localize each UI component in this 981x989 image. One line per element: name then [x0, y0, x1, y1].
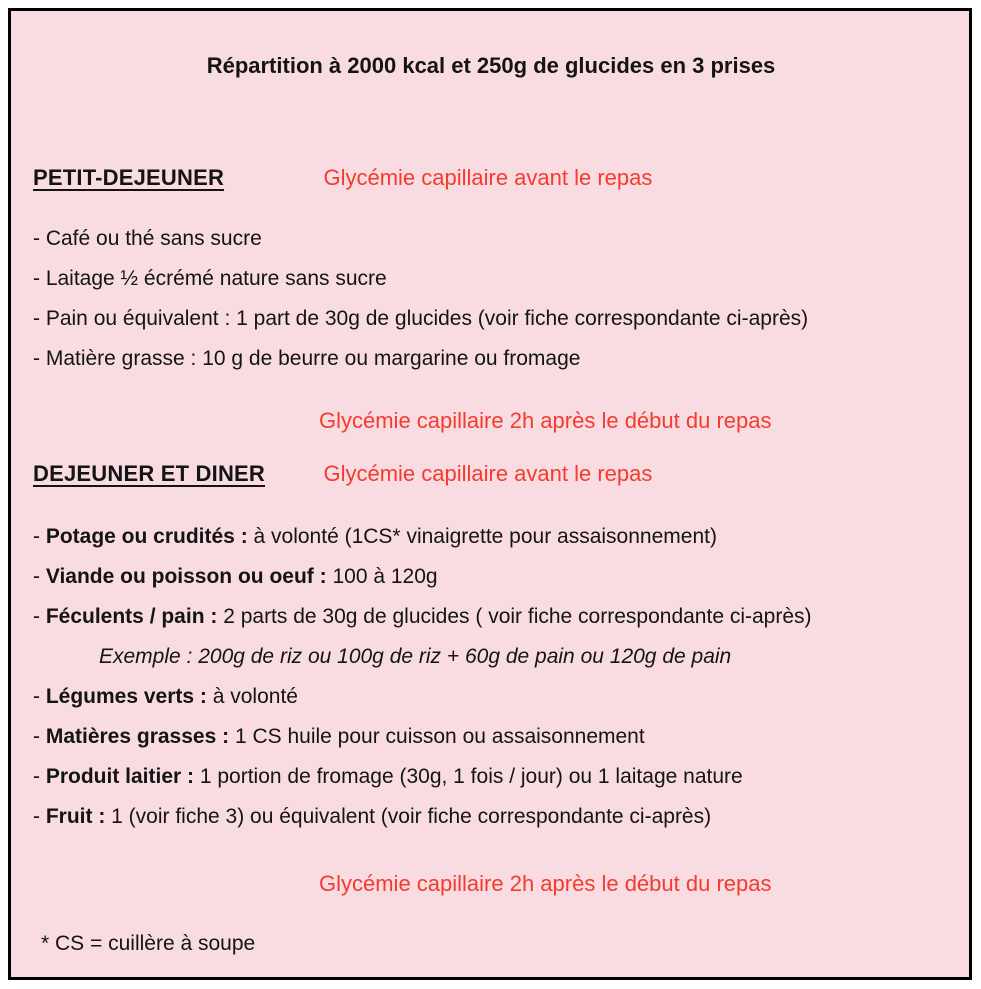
breakfast-glycemia-after-label: Glycémie capillaire 2h après le début du repas	[319, 408, 772, 433]
item-label: Potage ou crudités :	[45, 525, 248, 548]
list-item: - Matière grasse : 10 g de beurre ou margarine ou fromage	[33, 347, 581, 370]
item-label: Produit laitier :	[45, 765, 195, 788]
item-label: Légumes verts :	[45, 685, 207, 708]
item-text: 1 portion de fromage (30g, 1 fois / jour) ou 1 laitage nature	[194, 765, 743, 788]
item-text: à volonté (1CS* vinaigrette pour assaisonnement)	[247, 525, 717, 548]
list-item	[33, 804, 949, 830]
item-text: 100 à 120g	[326, 565, 438, 588]
list-item	[33, 724, 949, 750]
dinner-heading: DEJEUNER ET DINER	[33, 461, 265, 486]
list-item: - Laitage ½ écrémé nature sans sucre	[33, 267, 387, 290]
document-frame	[8, 8, 972, 980]
item-label: Matières grasses :	[45, 725, 230, 748]
dash: -	[33, 525, 46, 548]
list-item	[33, 524, 949, 550]
dinner-section-header	[33, 460, 949, 490]
cs-footnote: * CS = cuillère à soupe	[41, 932, 256, 955]
dash: -	[33, 685, 46, 708]
item-label: Viande ou poisson ou oeuf :	[45, 565, 327, 588]
breakfast-section-header	[33, 164, 949, 194]
document-title: Répartition à 2000 kcal et 250g de glucides en 3 prises	[206, 53, 776, 78]
dash: -	[33, 725, 46, 748]
list-item	[33, 604, 949, 630]
dinner-items	[33, 524, 949, 830]
list-item: - Café ou thé sans sucre	[33, 227, 262, 250]
breakfast-items	[33, 226, 949, 372]
dash: -	[33, 605, 46, 628]
dash: -	[33, 565, 46, 588]
list-item: - Pain ou équivalent : 1 part de 30g de glucides (voir fiche correspondante ci-après)	[33, 307, 809, 330]
breakfast-glycemia-before-label: Glycémie capillaire avant le repas	[323, 165, 653, 190]
breakfast-heading: PETIT-DEJEUNER	[33, 165, 225, 190]
item-label: Fruit :	[45, 805, 106, 828]
item-text: 1 CS huile pour cuisson ou assaisonnement	[229, 725, 645, 748]
list-item	[33, 764, 949, 790]
dinner-glycemia-before-label: Glycémie capillaire avant le repas	[323, 461, 653, 486]
dash: -	[33, 765, 46, 788]
item-text: 2 parts de 30g de glucides ( voir fiche correspondante ci-après)	[217, 605, 812, 628]
item-text: 1 (voir fiche 3) ou équivalent (voir fiche correspondante ci-après)	[105, 805, 712, 828]
list-item	[33, 684, 949, 710]
list-item	[33, 564, 949, 590]
dinner-example-note: Exemple : 200g de riz ou 100g de riz + 60g de pain ou 120g de pain	[99, 645, 732, 668]
dash: -	[33, 805, 46, 828]
dinner-glycemia-after-label: Glycémie capillaire 2h après le début du repas	[319, 871, 772, 896]
item-text: à volonté	[206, 685, 298, 708]
item-label: Féculents / pain :	[45, 605, 218, 628]
